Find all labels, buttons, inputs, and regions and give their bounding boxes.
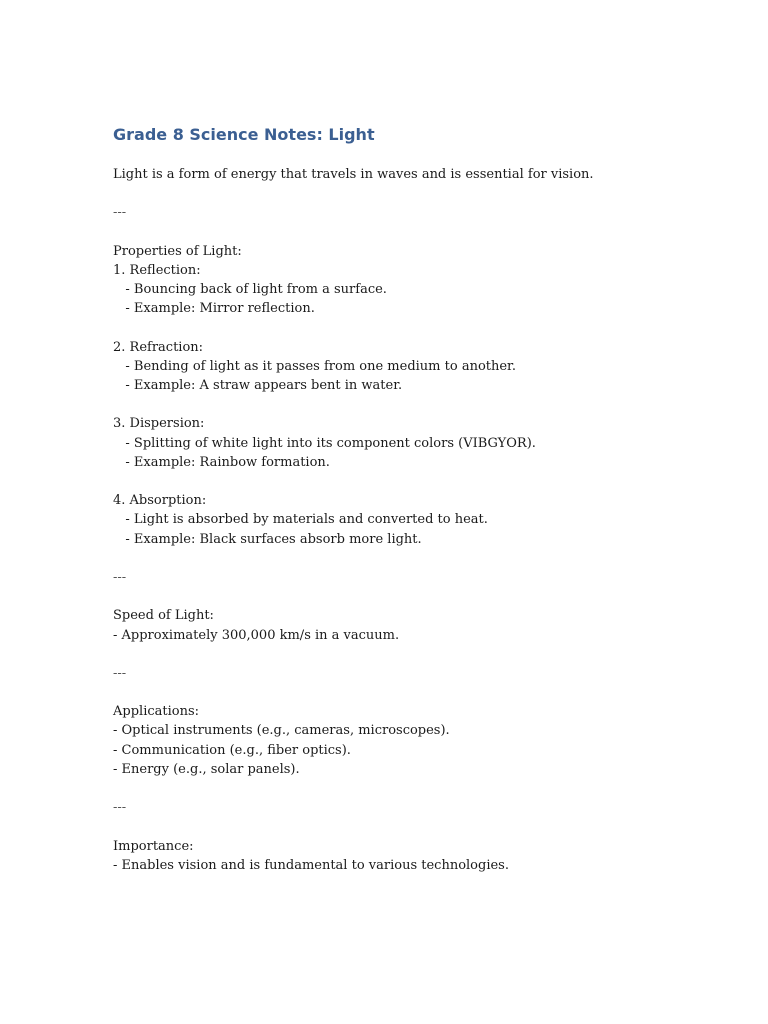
intro-paragraph: Light is a form of energy that travels in waves and is essential for vision. xyxy=(113,167,594,182)
document-title: Grade 8 Science Notes: Light xyxy=(113,125,375,144)
blank-line xyxy=(113,645,713,664)
section-heading-properties: Properties of Light: xyxy=(113,243,242,259)
sub-item: - Example: A straw appears bent in water. xyxy=(113,378,403,394)
blank-line xyxy=(113,817,713,836)
section-separator: --- xyxy=(113,800,127,816)
blank-line xyxy=(113,223,713,242)
list-item-reflection: 1. Reflection: xyxy=(113,262,201,278)
section-separator: --- xyxy=(113,205,127,221)
list-item: - Optical instruments (e.g., cameras, microscopes). xyxy=(113,723,450,739)
section-heading-speed: Speed of Light: xyxy=(113,608,214,624)
document-body xyxy=(113,124,713,875)
sub-item: - Bouncing back of light from a surface. xyxy=(113,282,387,298)
list-item: - Energy (e.g., solar panels). xyxy=(113,761,300,777)
section-heading-applications: Applications: xyxy=(113,704,200,720)
sub-item: - Example: Rainbow formation. xyxy=(113,454,330,470)
blank-line xyxy=(113,319,713,338)
sub-item: - Splitting of white light into its component colors (VIBGYOR). xyxy=(113,435,536,451)
sub-item: - Light is absorbed by materials and converted to heat. xyxy=(113,512,488,528)
section-separator: --- xyxy=(113,569,127,585)
blank-line xyxy=(113,779,713,798)
list-item-dispersion: 3. Dispersion: xyxy=(113,416,205,432)
list-item-refraction: 2. Refraction: xyxy=(113,339,204,355)
list-item: - Communication (e.g., fiber optics). xyxy=(113,742,351,758)
blank-line xyxy=(113,587,713,606)
sub-item: - Example: Black surfaces absorb more light. xyxy=(113,531,422,547)
blank-line xyxy=(113,395,713,414)
sub-item: - Bending of light as it passes from one medium to another. xyxy=(113,358,516,374)
blank-line xyxy=(113,184,713,203)
sub-item: - Example: Mirror reflection. xyxy=(113,301,315,317)
list-item-absorption: 4. Absorption: xyxy=(113,493,207,509)
blank-line xyxy=(113,683,713,702)
blank-line xyxy=(113,472,713,491)
section-separator: --- xyxy=(113,665,127,681)
section-heading-importance: Importance: xyxy=(113,838,194,854)
blank-line xyxy=(113,549,713,568)
list-item: - Approximately 300,000 km/s in a vacuum. xyxy=(113,627,400,643)
document-lines xyxy=(113,165,713,875)
list-item: - Enables vision and is fundamental to various technologies. xyxy=(113,857,509,873)
